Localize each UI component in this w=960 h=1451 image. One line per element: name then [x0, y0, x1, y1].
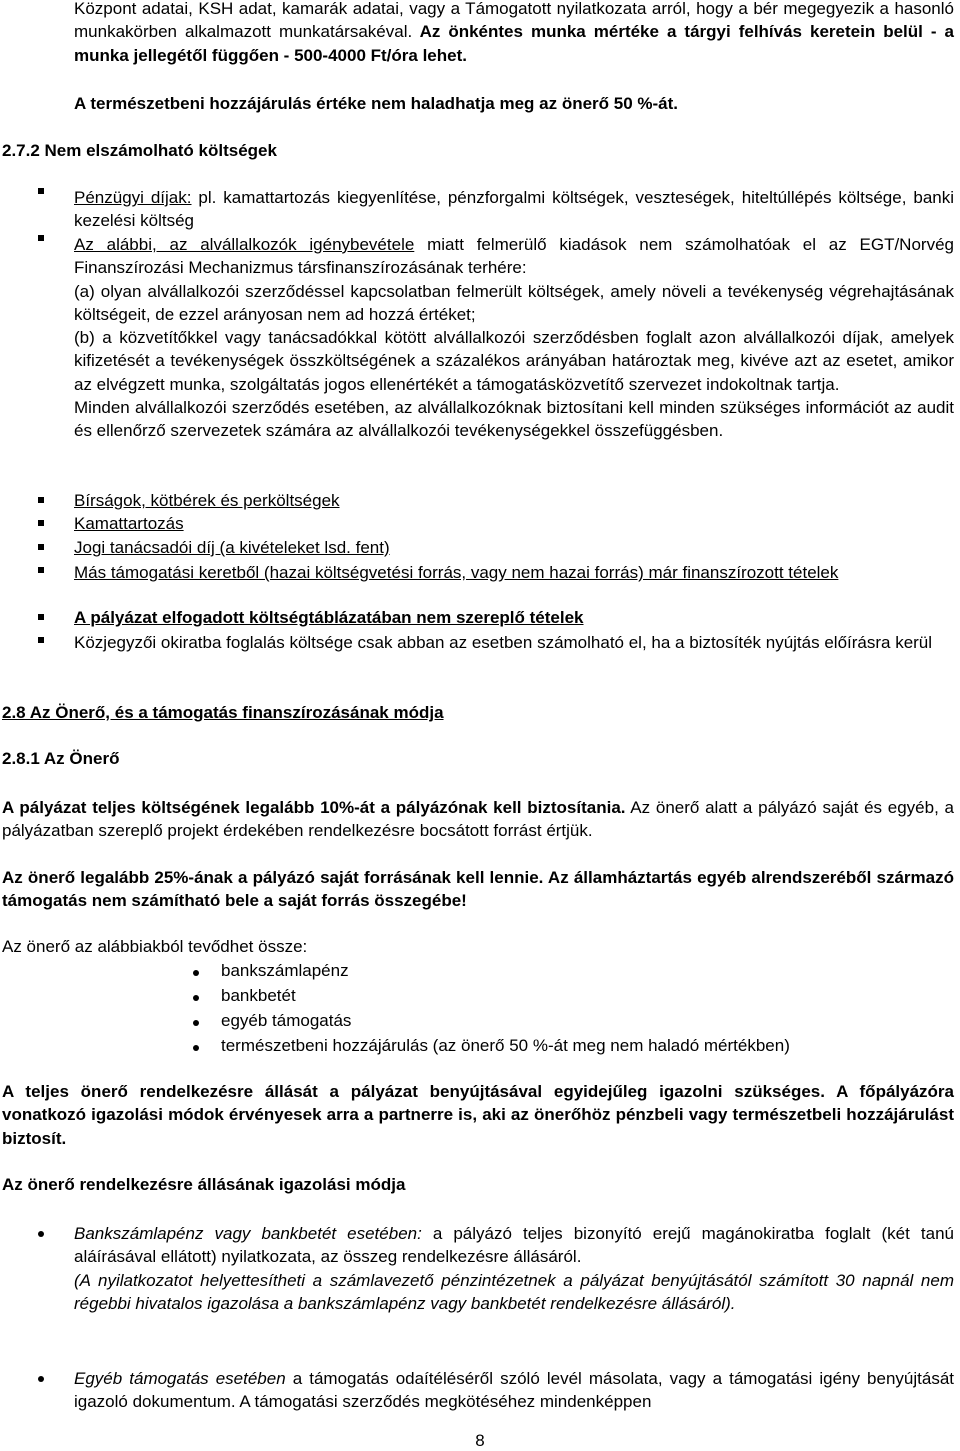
round-bullet-icon	[193, 970, 199, 976]
bullet-not-in-budget: A pályázat elfogadott költségtáblázatában nem szereplő tételek	[74, 608, 584, 627]
bullet-other-funding: Más támogatási keretből (hazai költségvetési forrás, vagy nem hazai forrás) már finanszírozott tételek	[74, 563, 839, 582]
square-bullet-icon	[38, 544, 44, 550]
section-heading-2-7-2: 2.7.2 Nem elszámolható költségek	[2, 141, 277, 160]
page-number: 8	[475, 1431, 485, 1450]
square-bullet-icon	[38, 188, 44, 194]
square-bullet-icon	[38, 637, 44, 643]
square-bullet-icon	[38, 567, 44, 573]
list-item: egyéb támogatás	[221, 1011, 352, 1030]
round-bullet-icon	[193, 995, 199, 1001]
round-bullet-icon	[38, 1376, 44, 1382]
square-bullet-icon	[38, 235, 44, 241]
verification-heading: Az önerő rendelkezésre állásának igazolási módja	[2, 1175, 406, 1194]
bullet-financial-fees: Pénzügyi díjak: pl. kamattartozás kiegyenlítése, pénzforgalmi költségek, veszteségek, hiteltúllépés költsége, banki kezelési költség	[74, 188, 955, 231]
paragraph-composition: Az önerő az alábbiakból tevődhet össze:	[2, 937, 308, 956]
bullet-notary-cost: Közjegyzői okiratba foglalás költsége csak abban az esetben számolható el, ha a biztosíték nyújtás előírásra kerül	[74, 633, 933, 652]
list-item: bankbetét	[221, 986, 296, 1005]
verification-bank: Bankszámlapénz vagy bankbetét esetében: a pályázó teljes bizonyító erejű magánokiratba foglalt (két tanú aláírásával ellátott) nyilatkozata, az összeg rendelkezésre állásáról. (A nyilatkozatot helyettesítheti a számlavezető pénzintézetnek a pályázat benyújtásától számított 30 napnál nem régebbi hivatalos igazolása a bankszámlapénz vagy bankbetét rendelkezésre állásáról).	[74, 1224, 954, 1313]
round-bullet-icon	[193, 1020, 199, 1026]
bullet-fines: Bírságok, kötbérek és perköltségek	[74, 491, 340, 510]
paragraph-verification: A teljes önerő rendelkezésre állását a pályázat benyújtásával egyidejűleg igazolni szükséges. A főpályázóra vonatkozó igazolási módok érvényesek arra a partnerre is, aki az önerőhöz pénzbeli vagy természetbeli hozzájárulást biztosít.	[2, 1082, 954, 1148]
paragraph-own-contribution: A pályázat teljes költségének legalább 10%-át a pályázónak kell biztosítania. Az önerő alatt a pályázó saját és egyéb, a pályázatban szereplő projekt érdekében rendelkezésre bocsátott forrást értjük.	[2, 798, 954, 841]
bullet-subcontractors: Az alábbi, az alvállalkozók igénybevétele miatt felmerülő kiadások nem számolhatóak el az EGT/Norvég Finanszírozási Mechanizmus társfinanszírozásának terhére: (a) olyan alvállalkozói szerződéssel kapcsolatban felmerült költségek, amely növeli a tevékenység végrehajtásának költségeit, de ezzel arányosan nem ad hozzá értéket; (b) a közvetítőkkel vagy tanácsadókkal kötött alvállalkozói szerződésben foglalt azon alvállalkozói díjak, amelyek kifizetését a tevékenységek összköltségének a százalékos arányában határoztak meg, kivéve azt az esetet, amikor az elvégzett munka, szolgáltatás jogos ellenértékét a támogatásközvetítő szervezet indokoltnak tartja. Minden alvállalkozói szerződés esetében, az alvállalkozóknak biztosítani kell minden szükséges információt az audit és ellenőrző szervezetek számára az alvállalkozói tevékenységekkel összefüggésben.	[74, 233, 954, 443]
round-bullet-icon	[193, 1045, 199, 1051]
list-item: természetbeni hozzájárulás (az önerő 50 %-át meg nem haladó mértékben)	[221, 1036, 790, 1055]
subcontractor-item-a: (a) olyan alvállalkozói szerződéssel kapcsolatban felmerült költségek, amely növeli a tevékenység végrehajtásának költségeit, de ezzel arányosan nem ad hozzá értéket;	[74, 281, 954, 324]
section-heading-2-8: 2.8 Az Önerő, és a támogatás finanszírozásának módja	[2, 703, 444, 722]
bullet-legal-fees: Jogi tanácsadói díj (a kivételeket lsd. fent)	[74, 538, 390, 557]
in-kind-limit: A természetbeni hozzájárulás értéke nem haladhatja meg az önerő 50 %-át.	[74, 94, 679, 113]
wage-text: Központ adatai, KSH adat, kamarák adatai, vagy a Támogatott nyilatkozata arról, hogy a bér megegyezik a hasonló munkakörben alkalmazott munkatársakéval.	[74, 0, 954, 42]
square-bullet-icon	[38, 497, 44, 503]
list-item: bankszámlapénz	[221, 961, 349, 980]
round-bullet-icon	[38, 1231, 44, 1237]
volunteer-rate-text: Az önkéntes munka mértéke a tárgyi felhívás keretein belül - a munka jellegétől függően - 500-4000 Ft/óra lehet.	[74, 22, 954, 65]
section-heading-2-8-1: 2.8.1 Az Önerő	[2, 749, 120, 768]
verification-other-support: Egyéb támogatás esetében a támogatás odaítéléséről szóló levél másolata, vagy a támogatási igény benyújtását igazoló dokumentum. A támogatási szerződés megkötéséhez mindenképpen	[74, 1369, 954, 1412]
paragraph-own-source-25: Az önerő legalább 25%-ának a pályázó saját forrásának kell lennie. Az államháztartás egyéb alrendszeréből származó támogatás nem számítható bele a saját forrás összegébe!	[2, 868, 954, 911]
subcontractor-info-note: Minden alvállalkozói szerződés esetében, az alvállalkozóknak biztosítani kell minden szükséges információt az audit és ellenőrző szervezetek számára az alvállalkozói tevékenységekkel összefüggésben.	[74, 398, 954, 441]
paragraph-wage	[74, 0, 954, 67]
bullet-interest-debt: Kamattartozás	[74, 514, 184, 533]
square-bullet-icon	[38, 614, 44, 620]
subcontractor-item-b: (b) a közvetítőkkel vagy tanácsadókkal kötött alvállalkozói szerződésben foglalt azon alvállalkozói díjak, amelyek kifizetését a tevékenységek összköltségének a százalékos arányában határoztak meg, kivéve azt az esetet, amikor az elvégzett munka, szolgáltatás jogos ellenértékét a támogatásközvetítő szervezet indokoltnak tartja.	[74, 328, 954, 394]
square-bullet-icon	[38, 520, 44, 526]
